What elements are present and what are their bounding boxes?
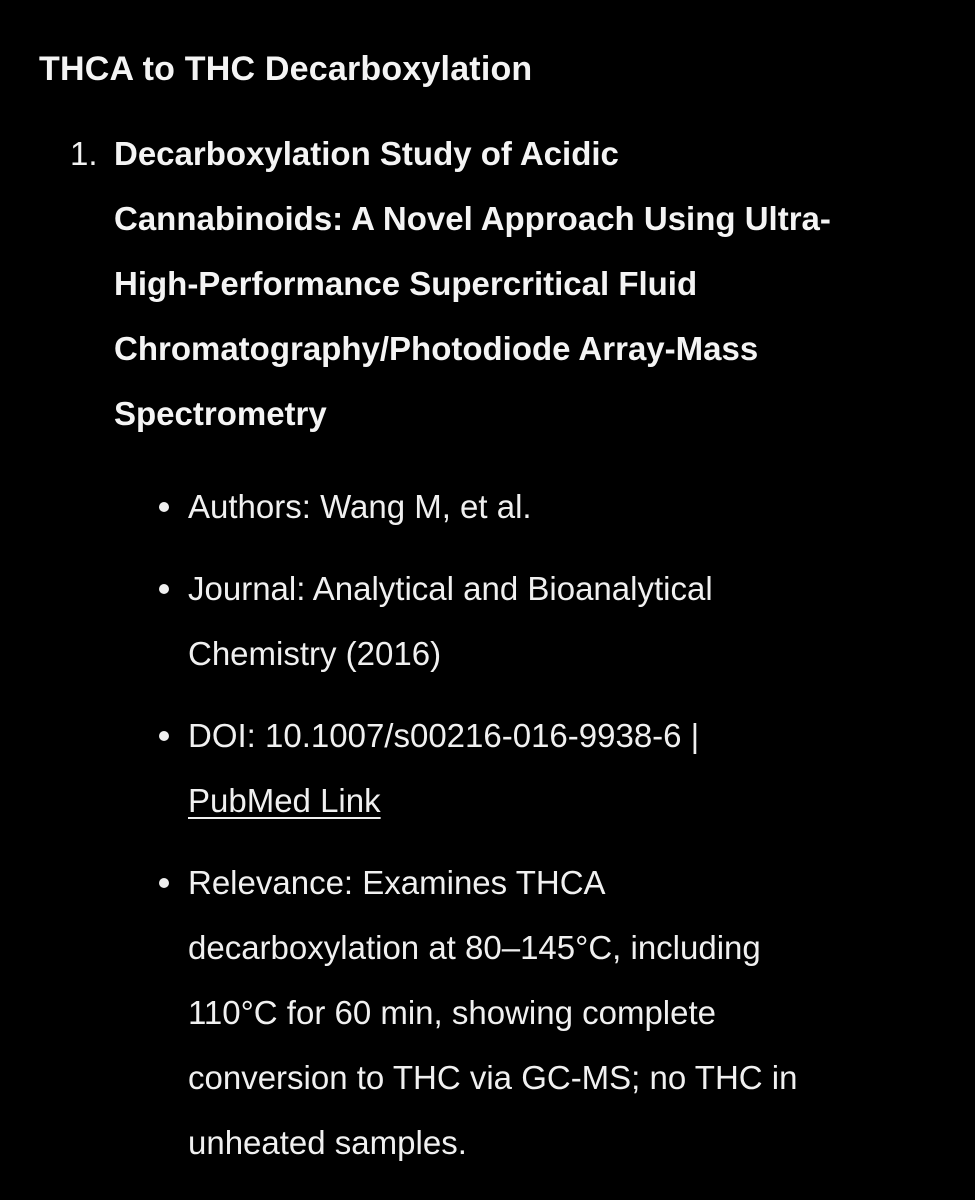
bullet-dot-icon [159,878,169,888]
journal-text-line: Journal: Analytical and Bioanalytical [188,570,713,607]
bullet-dot-icon [159,584,169,594]
reference-title-line: Decarboxylation Study of Acidic [114,135,619,172]
relevance-text-line: 110°C for 60 min, showing complete [188,994,717,1031]
reference-title-line: Spectrometry [114,395,327,432]
list-number: 1. [70,135,98,172]
authors-text: Authors: Wang M, et al. [188,488,532,525]
relevance-text-line: unheated samples. [188,1124,467,1161]
bullet-dot-icon [159,731,169,741]
reference-title-line: Cannabinoids: A Novel Approach Using Ultra- [114,200,831,237]
reference-details-list [155,474,955,1192]
reference-title [114,121,944,446]
doi-text: DOI: 10.1007/s00216-016-9938-6 | [188,717,700,754]
relevance-text-line: Relevance: Examines THCA [188,864,606,901]
reference-title-line: Chromatography/Photodiode Array-Mass [114,330,759,367]
relevance-text-line: decarboxylation at 80–145°C, including [188,929,761,966]
relevance-item [155,850,955,1175]
authors-item [155,474,955,539]
section-heading: THCA to THC Decarboxylation [39,50,533,88]
relevance-text-line: conversion to THC via GC-MS; no THC in [188,1059,798,1096]
pubmed-link[interactable]: PubMed Link [188,782,381,819]
reference-title-line: High-Performance Supercritical Fluid [114,265,698,302]
journal-item [155,556,955,686]
doi-item [155,703,955,833]
journal-text-line: Chemistry (2016) [188,635,442,672]
bullet-dot-icon [159,502,169,512]
